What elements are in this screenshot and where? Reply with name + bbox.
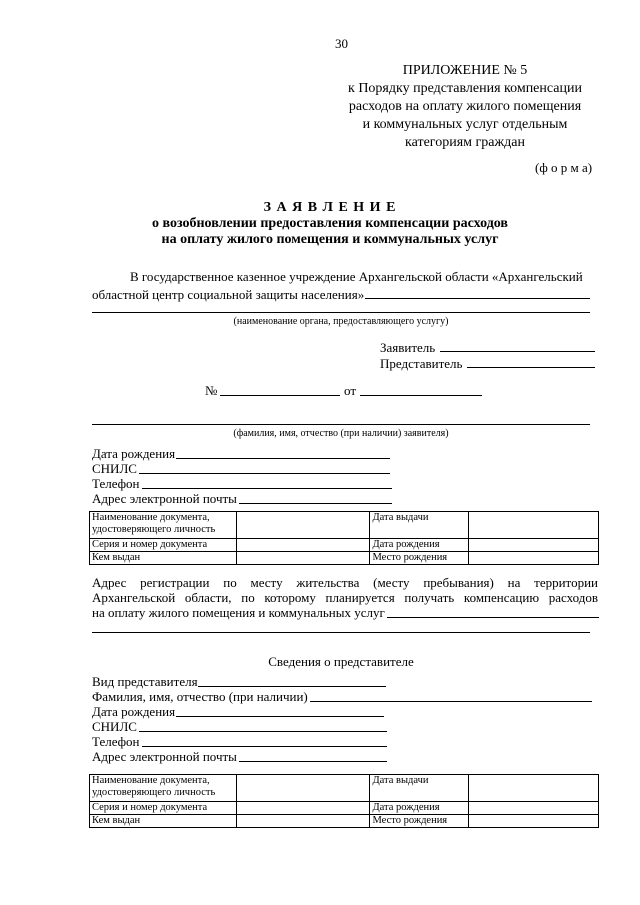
applicant-label: Заявитель [380,340,436,355]
table-input-cell[interactable] [236,775,370,802]
document-heading [80,200,580,248]
registration-line-1: Адрес регистрации по месту жительства (месту пребывания) на территории [92,575,598,590]
form-label: (ф о р м а) [535,160,593,175]
table-input-cell[interactable] [236,539,370,552]
table-input-cell[interactable] [469,512,599,539]
table-input-cell[interactable] [236,815,370,828]
addressee-line-2: областной центр социальной защиты населения» [92,287,365,302]
appendix-line: расходов на оплату жилого помещения [348,99,582,114]
table-row [90,539,599,552]
registration-line-2: Архангельской области, по которому планируется получать компенсацию расходов [92,590,598,605]
table-cell: Дата рождения [370,802,469,815]
table-row [90,775,599,802]
snils-input-line[interactable] [139,473,390,474]
table-row [90,815,599,828]
appendix-title: ПРИЛОЖЕНИЕ № 5 [402,63,528,78]
table-input-cell[interactable] [469,775,599,802]
table-cell: Наименование документа, удостоверяющего личность [90,775,237,802]
agency-name-input-line[interactable] [92,312,590,313]
birthdate-input-line[interactable] [176,458,390,459]
table-input-cell[interactable] [469,552,599,565]
representative-input-line[interactable] [467,367,595,368]
page-number: 30 [335,36,348,51]
table-input-cell[interactable] [469,539,599,552]
appendix-line: и коммунальных услуг отдельным [362,117,568,132]
table-cell: Место рождения [370,815,469,828]
representative-label: Представитель [380,356,463,371]
table-input-cell[interactable] [236,802,370,815]
table-cell: Дата выдачи [370,512,469,539]
appendix-block [330,62,600,152]
field-label-snils: СНИЛС [92,461,137,476]
applicant-input-line[interactable] [440,351,595,352]
agency-caption: (наименование органа, предоставляющего услугу) [233,316,449,327]
table-input-cell[interactable] [469,802,599,815]
registration-input-line-2[interactable] [92,632,590,633]
table-cell: Дата выдачи [370,775,469,802]
table-cell: Место рождения [370,552,469,565]
representative-snils-input-line[interactable] [139,731,387,732]
field-label-birthdate: Дата рождения [92,446,176,461]
addressee-line-1: В государственное казенное учреждение Архангельской области «Архангельский [130,269,583,284]
table-cell: Наименование документа, удостоверяющего личность [90,512,237,539]
table-cell: Серия и номер документа [90,802,237,815]
table-cell: Серия и номер документа [90,539,237,552]
representative-birthdate-input-line[interactable] [176,716,384,717]
table-cell: Дата рождения [370,539,469,552]
identity-document-table [89,511,599,565]
table-cell: Кем выдан [90,815,237,828]
representative-email-input-line[interactable] [239,761,387,762]
table-row [90,802,599,815]
representative-phone-input-line[interactable] [142,746,387,747]
from-label: от [344,383,357,398]
representative-fio-input-line[interactable] [310,701,592,702]
field-label-representative-fio: Фамилия, имя, отчество (при наличии) [92,689,308,704]
phone-input-line[interactable] [142,488,392,489]
date-input-line[interactable] [360,395,482,396]
field-label-representative-phone: Телефон [92,734,140,749]
registration-input-line[interactable] [387,617,599,618]
email-input-line[interactable] [239,503,392,504]
field-label-representative-snils: СНИЛС [92,719,137,734]
heading-title: З А Я В Л Е Н И Е [263,200,397,215]
table-row [90,552,599,565]
representative-document-table [89,774,599,828]
field-label-phone: Телефон [92,476,140,491]
fio-caption: (фамилия, имя, отчество (при наличии) заявителя) [233,428,449,439]
heading-subtitle: о возобновлении предоставления компенсации расходов [151,216,508,231]
number-label: № [205,383,218,398]
field-label-email: Адрес электронной почты [92,491,237,506]
number-input-line[interactable] [220,395,340,396]
table-input-cell[interactable] [236,552,370,565]
appendix-line: к Порядку представления компенсации [348,81,582,96]
field-label-representative-email: Адрес электронной почты [92,749,237,764]
representative-type-input-line[interactable] [198,686,386,687]
addressee-input-line[interactable] [365,298,590,299]
representative-section-title: Сведения о представителе [268,654,414,669]
appendix-line: категориям граждан [405,135,525,150]
table-input-cell[interactable] [469,815,599,828]
table-input-cell[interactable] [236,512,370,539]
heading-subtitle: на оплату жилого помещения и коммунальных услуг [161,232,499,247]
table-row [90,512,599,539]
field-label-representative-type: Вид представителя [92,674,198,689]
fio-input-line[interactable] [92,424,590,425]
table-cell: Кем выдан [90,552,237,565]
registration-line-3: на оплату жилого помещения и коммунальных услуг [92,605,385,620]
field-label-representative-birthdate: Дата рождения [92,704,176,719]
